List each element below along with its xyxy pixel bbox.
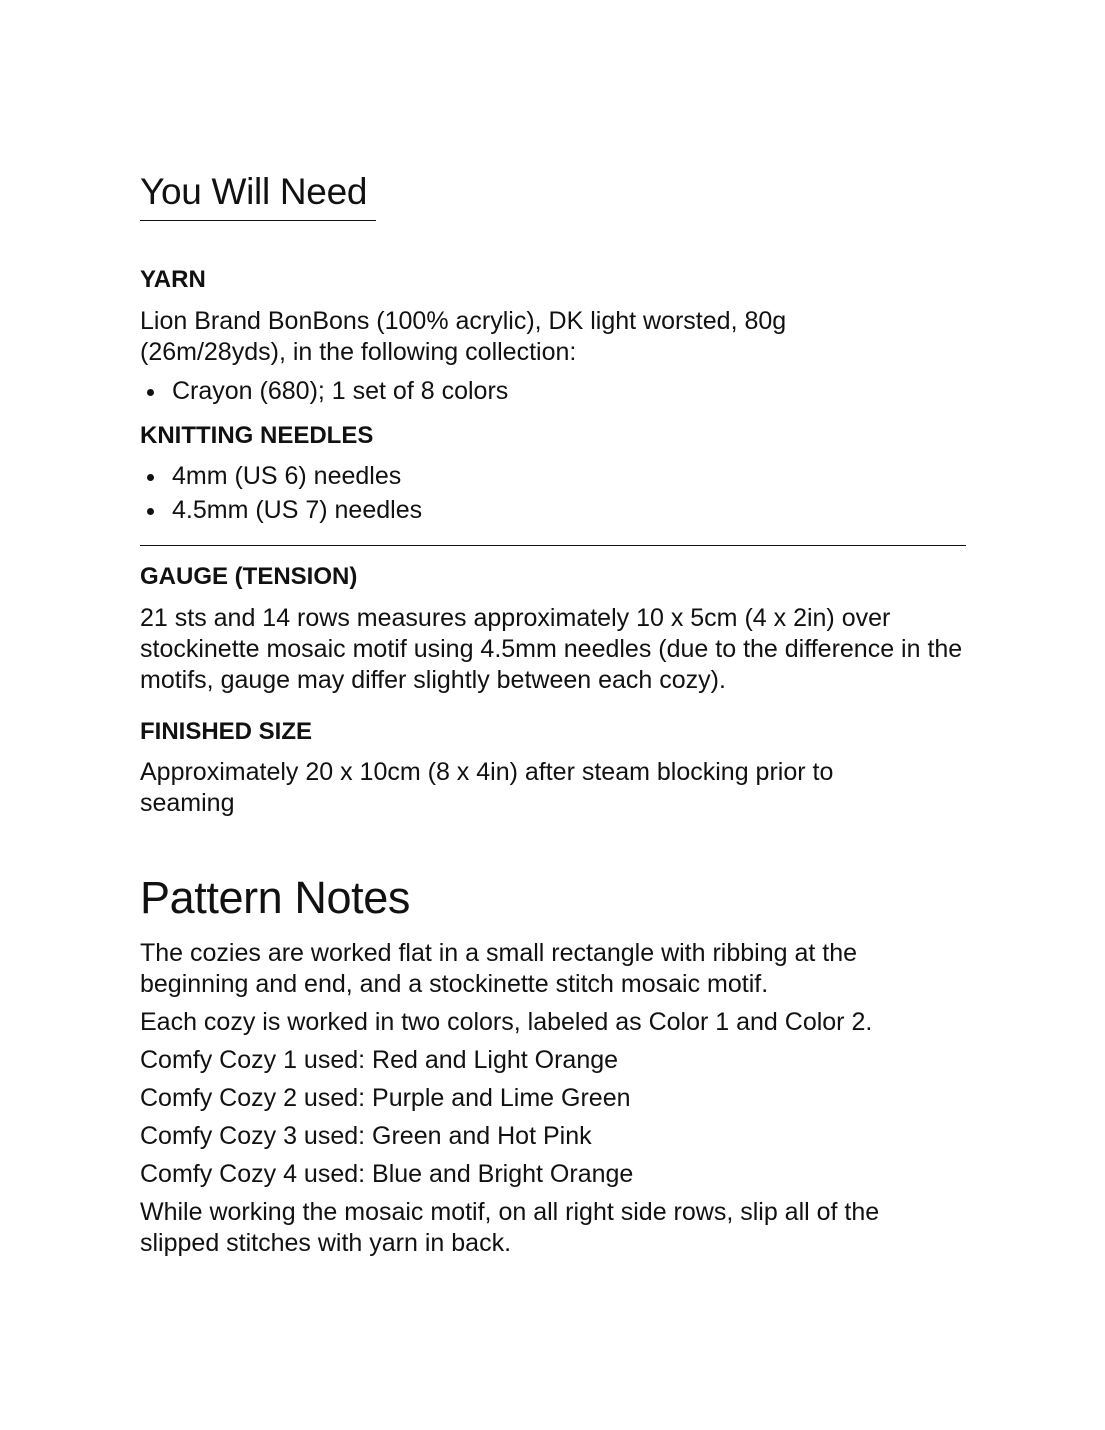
heading-underline	[140, 220, 376, 221]
bullet-icon	[147, 389, 154, 396]
yarn-list	[140, 374, 508, 408]
you-will-need-heading: You Will Need	[140, 171, 368, 212]
cozy-colors-line: Comfy Cozy 2 used: Purple and Lime Green	[140, 1084, 631, 1112]
gauge-text: 21 sts and 14 rows measures approximately 10 x 5cm (4 x 2in) over stockinette mosaic motif using 4.5mm needles (due to the difference in the motifs, gauge may differ slightly between each cozy).	[140, 604, 963, 694]
list-item	[140, 459, 422, 493]
knitting-needles-label: KNITTING NEEDLES	[140, 422, 374, 449]
document-page	[140, 0, 966, 1430]
yarn-label: YARN	[140, 266, 206, 293]
cozy-colors-line: Comfy Cozy 3 used: Green and Hot Pink	[140, 1122, 592, 1150]
yarn-item-text: Crayon (680); 1 set of 8 colors	[172, 377, 509, 405]
cozy-colors-line: Comfy Cozy 1 used: Red and Light Orange	[140, 1046, 619, 1074]
finished-size-label: FINISHED SIZE	[140, 718, 313, 745]
list-item	[140, 493, 422, 527]
section-divider	[140, 545, 966, 546]
bullet-icon	[147, 474, 154, 481]
slip-note: While working the mosaic motif, on all right side rows, slip all of the slipped stitches with yarn in back.	[140, 1198, 880, 1257]
yarn-description: Lion Brand BonBons (100% acrylic), DK light worsted, 80g (26m/28yds), in the following collection:	[140, 307, 787, 366]
list-item	[140, 374, 508, 408]
colors-note: Each cozy is worked in two colors, labeled as Color 1 and Color 2.	[140, 1008, 873, 1036]
cozy-colors-line: Comfy Cozy 4 used: Blue and Bright Orange	[140, 1160, 634, 1188]
pattern-notes-intro: The cozies are worked flat in a small rectangle with ribbing at the beginning and end, and a stockinette stitch mosaic motif.	[140, 939, 858, 998]
finished-size-text: Approximately 20 x 10cm (8 x 4in) after steam blocking prior to seaming	[140, 758, 834, 817]
needle-item-text: 4mm (US 6) needles	[172, 462, 402, 490]
pattern-notes-heading: Pattern Notes	[140, 872, 410, 923]
needle-item-text: 4.5mm (US 7) needles	[172, 496, 423, 524]
bullet-icon	[147, 508, 154, 515]
gauge-label: GAUGE (TENSION)	[140, 563, 358, 590]
needles-list	[140, 459, 422, 527]
